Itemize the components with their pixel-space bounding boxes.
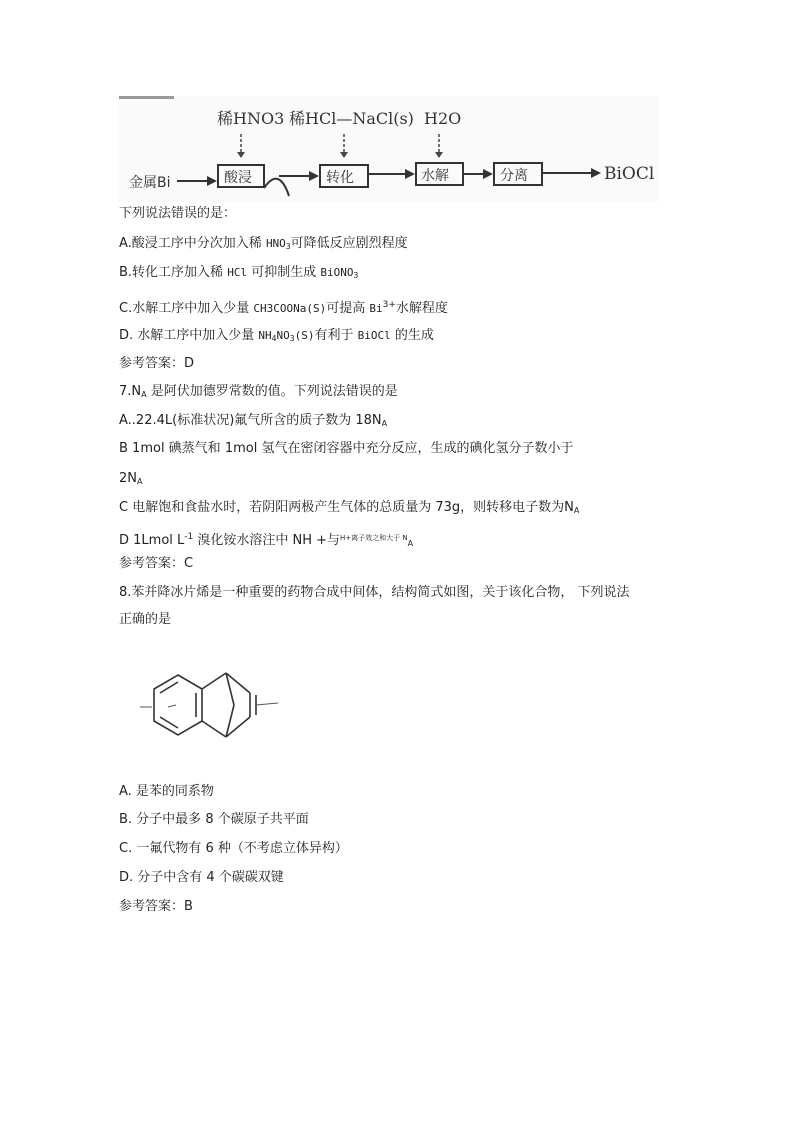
q8-stem-line1: 8.苯并降冰片烯是一种重要的药物合成中间体，结构简式如图，关于该化合物， 下列说法 <box>119 585 630 600</box>
q6-option-c: C.水解工序中加入少量 CH3COONa(S)可提高 $Bi^{3+}$水解程度 <box>119 300 448 316</box>
q7-option-c: C 电解饱和食盐水时，若阴阳两极产生气体的总质量为 73g，则转移电子数为$N_A$ <box>119 500 580 515</box>
q6-option-d: D. 水解工序中加入少量 $NH_4NO_3(S)$有利于 BiOCl 的生成 <box>119 328 434 343</box>
q7-option-b-line1: B 1mol 碘蒸气和 1mol 氢气在密闭容器中充分反应，生成的碘化氢分子数小于 <box>119 441 574 456</box>
step-separation: 分离 <box>500 168 528 184</box>
benzonorbornene-structure <box>138 665 288 765</box>
q8-option-d: D. 分子中含有 4 个碳碳双键 <box>119 870 284 885</box>
step-leaching: 酸浸 <box>224 170 252 186</box>
q7-option-b-line2: $2N_A$ <box>119 471 143 486</box>
q6-stem: 下列说法错误的是： <box>119 206 237 221</box>
reagent-hcl-nacl: 稀HCl—NaCl(s) <box>289 109 414 128</box>
q8-answer: 参考答案：B <box>119 899 193 914</box>
q8-option-a: A. 是苯的同系物 <box>119 784 214 799</box>
q7-answer: 参考答案：C <box>119 556 194 571</box>
q8-option-b: B. 分子中最多 8 个碳原子共平面 <box>119 812 309 827</box>
q7-option-a: A..22.4L(标准状况)氟气所含的质子数为 $18N_A$ <box>119 413 388 428</box>
start-material: 金属Bi <box>129 175 171 191</box>
q7-stem: $7.N_A$ 是阿伏加德罗常数的值。下列说法错误的是 <box>119 384 398 399</box>
reagent-hno3: 稀HNO3 <box>217 109 285 128</box>
q6-answer: 参考答案：D <box>119 356 195 371</box>
step-hydrolysis: 水解 <box>421 168 449 184</box>
q8-option-c: C. 一氟代物有 6 种（不考虑立体异构） <box>119 841 348 856</box>
q6-option-b: B.转化工序加入稀 HCl 可抑制生成 BiONO$_3$ <box>119 265 359 280</box>
process-flowchart <box>119 96 659 202</box>
q6-option-a: A.酸浸工序中分次加入稀 $HNO_3$可降低反应剧烈程度 <box>119 236 408 251</box>
q7-option-d: D 1Lmol $L^{-1}$ 溴化铵水溶注中 NH +与$^{H+离子效之和大于 N}_A$ <box>119 532 414 548</box>
reagent-water: H2O <box>424 109 462 128</box>
step-conversion: 转化 <box>326 170 354 186</box>
final-product: BiOCl <box>604 164 655 184</box>
q8-stem-line2: 正确的是 <box>119 612 172 627</box>
